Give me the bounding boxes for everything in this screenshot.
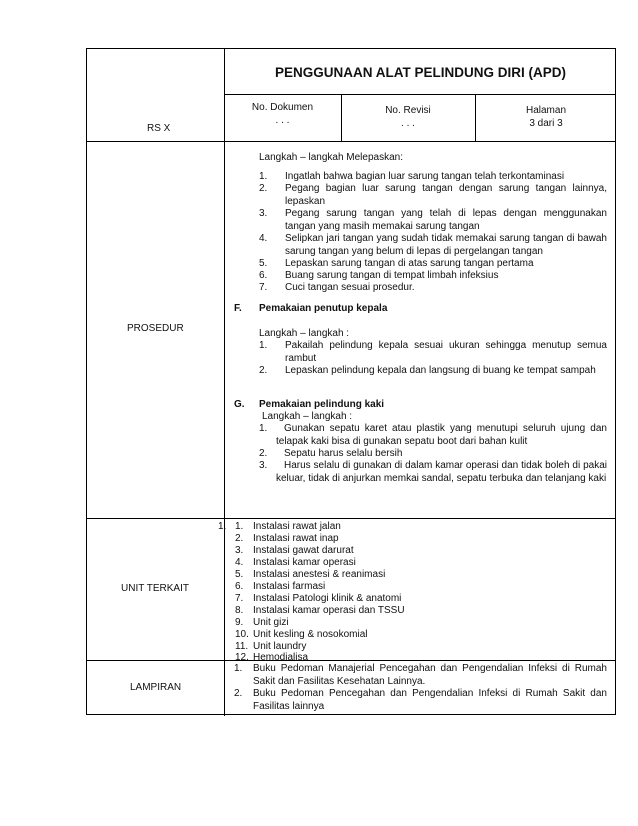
section-f-heading: Langkah – langkah :	[259, 328, 350, 339]
item-text: Instalasi rawat inap	[253, 533, 339, 544]
item-text: Instalasi gawat darurat	[253, 545, 354, 556]
item-text: Instalasi kamar operasi	[253, 557, 356, 568]
item-number: 2.	[234, 688, 243, 699]
rs-label: RS X	[147, 123, 171, 134]
section-g-heading: Langkah – langkah :	[262, 411, 353, 422]
item-number: 8.	[235, 605, 244, 616]
item-number: 6.	[235, 581, 244, 592]
step-text: Gunakan sepatu karet atau plastik yang menutupi seluruh ujung dan telapak kaki bisa di gunakan sepatu boot dari bahan kulit	[276, 423, 607, 447]
item-number: 1.	[235, 521, 244, 532]
step-text: Pegang bagian luar sarung tangan dengan sarung tangan lainnya, lepaskan	[285, 183, 607, 207]
section-g-title: Pemakaian pelindung kaki	[259, 399, 385, 410]
no-revisi-label: No. Revisi	[385, 105, 431, 116]
step-number: 1.	[259, 423, 268, 434]
item-text: Unit laundry	[253, 641, 307, 652]
no-revisi-value: . . .	[401, 118, 415, 129]
item-text: Instalasi anestesi & reanimasi	[253, 569, 386, 580]
step-text: Selipkan jari tangan yang sudah tidak memakai sarung tangan di bawah sarung tangan yang belum di lepas di pergelangan tangan	[285, 233, 607, 257]
item-number: 12.	[235, 652, 249, 663]
item-text: Instalasi rawat jalan	[253, 521, 341, 532]
unit-terkait-label: UNIT TERKAIT	[121, 583, 189, 594]
step-text: Ingatlah bahwa bagian luar sarung tangan telah terkontaminasi	[285, 171, 565, 182]
step-text: Buang sarung tangan di tempat limbah infeksius	[285, 270, 499, 281]
row-divider-unit	[87, 660, 615, 661]
section-g-letter: G.	[234, 399, 245, 410]
lampiran-label: LAMPIRAN	[130, 682, 182, 693]
item-number: 1.	[234, 663, 243, 674]
item-number: 4.	[235, 557, 244, 568]
no-dokumen-value: . . .	[275, 115, 290, 126]
step-text: Lepaskan sarung tangan di atas sarung tangan pertama	[285, 258, 534, 269]
step-text: Cuci tangan sesuai prosedur.	[285, 282, 415, 293]
item-number: 10.	[235, 629, 249, 640]
step-number: 2.	[259, 448, 268, 459]
prosedur-label: PROSEDUR	[127, 323, 184, 334]
item-text: Buku Pedoman Pencegahan dan Pengendalian Infeksi di Rumah Sakit dan Fasilitas lainnya	[253, 688, 607, 712]
step-number: 3.	[259, 208, 268, 219]
item-text: Unit kesling & nosokomial	[253, 629, 368, 640]
item-text: Hemodialisa	[253, 652, 309, 663]
item-text: Instalasi farmasi	[253, 581, 326, 592]
lepas-heading: Langkah – langkah Melepaskan:	[259, 152, 403, 163]
step-number: 6.	[259, 270, 268, 281]
unit-outer-number: 1.	[218, 521, 227, 532]
section-f-letter: F.	[234, 303, 242, 314]
step-number: 5.	[259, 258, 268, 269]
sop-document	[86, 48, 616, 715]
item-number: 9.	[235, 617, 244, 628]
no-dokumen-label: No. Dokumen	[251, 102, 314, 113]
item-text: Instalasi Patologi klinik & anatomi	[253, 593, 402, 604]
step-number: 7.	[259, 282, 268, 293]
step-text: Lepaskan pelindung kepala dan langsung di buang ke tempat sampah	[285, 365, 596, 376]
section-f-title: Pemakaian penutup kepala	[259, 303, 388, 314]
column-divider	[224, 49, 225, 716]
halaman-label: Halaman	[525, 105, 567, 116]
title-divider	[224, 94, 615, 95]
item-text: Unit gizi	[253, 617, 289, 628]
item-number: 7.	[235, 593, 244, 604]
step-number: 2.	[259, 183, 268, 194]
item-text: Buku Pedoman Manajerial Pencegahan dan Pengendalian Infeksi di Rumah Sakit dan Fasilitas Kesehatan Lainnya.	[253, 663, 607, 687]
step-number: 1.	[259, 171, 268, 182]
halaman-value: 3 dari 3	[529, 118, 563, 129]
item-number: 2.	[235, 533, 244, 544]
step-text: Pegang sarung tangan yang telah di lepas dengan menggunakan tangan yang masih memakai sarung tangan	[285, 208, 607, 232]
step-text: Sepatu harus selalu bersih	[284, 448, 403, 459]
item-number: 3.	[235, 545, 244, 556]
document-title: PENGGUNAAN ALAT PELINDUNG DIRI (APD)	[275, 65, 566, 80]
item-number: 5.	[235, 569, 244, 580]
step-number: 2.	[259, 365, 268, 376]
step-number: 3.	[259, 460, 268, 471]
step-text: Harus selalu di gunakan di dalam kamar operasi dan tidak boleh di pakai keluar, tidak di anjurkan memkai sandal, sepatu terbuka dan telanjang kaki	[276, 460, 607, 484]
row-divider-prosedur	[87, 518, 615, 519]
step-text: Pakailah pelindung kepala sesuai ukuran sehingga menutup semua rambut	[285, 340, 607, 364]
step-number: 4.	[259, 233, 268, 244]
item-number: 11.	[235, 641, 249, 652]
item-text: Instalasi kamar operasi dan TSSU	[253, 605, 405, 616]
row-divider-header	[87, 141, 615, 142]
step-number: 1.	[259, 340, 268, 351]
